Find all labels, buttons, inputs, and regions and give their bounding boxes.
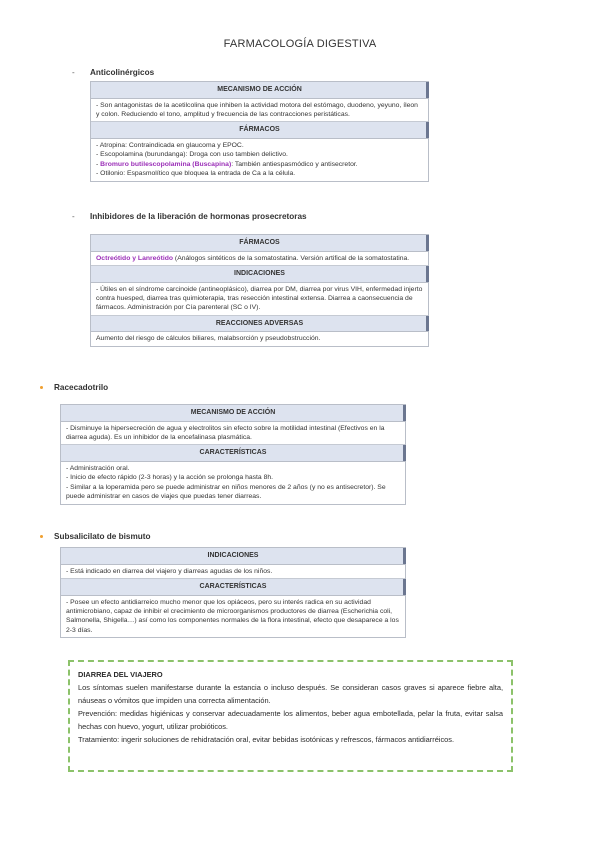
page-title: FARMACOLOGÍA DIGESTIVA <box>223 38 377 50</box>
table-cell-mecanismo: - Son antagonistas de la acetilcolina que inhiben la actividad motora del estómago, duodeno, yeyuno, íleon y colon. Reduciendo el tono, amplitud y frecuencia de las contracciones peristáticas. <box>91 99 428 123</box>
list-bullet: - <box>72 68 75 77</box>
section-heading-inhibidores: Inhibidores de la liberación de hormonas prosecretoras <box>90 212 307 221</box>
drug-item: - Bromuro butilescopolamina (Buscapina): También antiespasmódico y antisecretor. <box>96 160 358 168</box>
drug-item: - Escopolamina (burundanga): Droga con uso tambien delictivo. <box>96 151 288 159</box>
box-paragraph: Los síntomas suelen manifestarse durante la estancia o incluso después. Se consideran casos graves si aparece fiebre alta, náuseas o vómitos que impiden una correcta alimentación. <box>78 682 503 705</box>
section-heading-subsalicilato: Subsalicilato de bismuto <box>54 532 151 541</box>
table-cell-indicaciones: - Útiles en el síndrome carcinoide (antineoplásico), diarrea por DM, diarrea por virus VIH, enfermedad injerto contra huesped, diarrea tras quimioterapia, tras resección intestinal extensa. Diarrea a caonsecuencia de fármacos. Administración por Cía parenteral (SC o IV). <box>91 283 428 316</box>
table-cell-farmacos <box>91 139 428 181</box>
table-cell-caracteristicas <box>61 462 405 504</box>
inhibidores-table <box>90 234 429 347</box>
table-header-caracteristicas: CARACTERÍSTICAS <box>61 579 405 596</box>
table-header-indicaciones: INDICACIONES <box>61 548 405 565</box>
list-item: - Administración oral. <box>66 465 130 473</box>
table-header-mecanismo: MECANISMO DE ACCIÓN <box>61 405 405 422</box>
table-cell-caracteristicas: - Posee un efecto antidiarreico mucho menor que los opiáceos, pero su interés radica en su actividad antimicrobiano, capaz de inhibir el crecimiento de microorganismos productores de diarrea (Escherichia coli, Salmonella, Shigella…) así como los componentes normales de la flora intestinal, efecto que desaparece a los 2-3 días. <box>66 598 399 634</box>
list-item: - Inicio de efecto rápido (2-3 horas) y la acción se prolonga hasta 8h. <box>66 474 274 482</box>
table-header-indicaciones: INDICACIONES <box>91 266 428 283</box>
box-title: DIARREA DEL VIAJERO <box>78 670 163 679</box>
table-cell-mecanismo: - Disminuye la hipersecreción de agua y electrolitos sin efecto sobre la motilidad intestinal (Efectivos en la diarrea aguda). Es un inhibidor de la encefalinasa plasmática. <box>61 422 405 446</box>
drug-item: - Otilonio: Espasmolítico que bloquea la entrada de Ca a la célula. <box>96 170 296 178</box>
bullet-dot-icon <box>40 535 43 538</box>
table-header-mecanismo: MECANISMO DE ACCIÓN <box>91 82 428 99</box>
table-header-farmacos: FÁRMACOS <box>91 122 428 139</box>
table-cell-indicaciones: - Está indicado en diarrea del viajero y diarreas agudas de los niños. <box>61 565 405 579</box>
bullet-dot-icon <box>40 386 43 389</box>
box-paragraph: Prevención: medidas higiénicas y conservar adecuadamente los alimentos, beber agua embotellada, pelar la fruta, evitar salsa hechas con huevo, yogurt, utilizar probióticos. <box>78 708 503 731</box>
table-header-farmacos: FÁRMACOS <box>91 235 428 252</box>
table-cell-farmacos: Octreótido y Lanreótido (Análogos sintéticos de la somatostatina. Versión artifical de la somatostatina. <box>91 252 428 266</box>
table-header-reacciones: REACCIONES ADVERSAS <box>91 316 428 333</box>
section-heading-racecadotrilo: Racecadotrilo <box>54 383 109 392</box>
anticolinergicos-table <box>90 81 429 182</box>
list-item: - Similar a la loperamida pero se puede administrar en niños menores de 2 años (y no es antisecretor). Se puede administrar en casos de viajes que puedas tener diarreas. <box>66 483 386 501</box>
section-heading-anticolinergicos: Anticolinérgicos <box>90 68 155 77</box>
box-paragraph: Tratamiento: ingerir soluciones de rehidratación oral, evitar bebidas isotónicas y refrescos, fármacos antidiarréicos. <box>78 734 455 744</box>
racecadotrilo-table <box>60 404 406 505</box>
diarrea-viajero-box <box>68 660 513 772</box>
table-header-caracteristicas: CARACTERÍSTICAS <box>61 445 405 462</box>
drug-item: - Atropina: Contraindicada en glaucoma y EPOC. <box>96 142 244 150</box>
list-bullet: - <box>72 212 75 221</box>
table-cell-reacciones: Aumento del riesgo de cálculos biliares, malabsorción y pseudobstrucción. <box>96 335 321 343</box>
highlighted-drug: Octreótido y Lanreótido <box>96 254 174 262</box>
highlighted-drug: Bromuro butilescopolamina (Buscapina) <box>100 160 232 168</box>
subsalicilato-table <box>60 547 406 638</box>
